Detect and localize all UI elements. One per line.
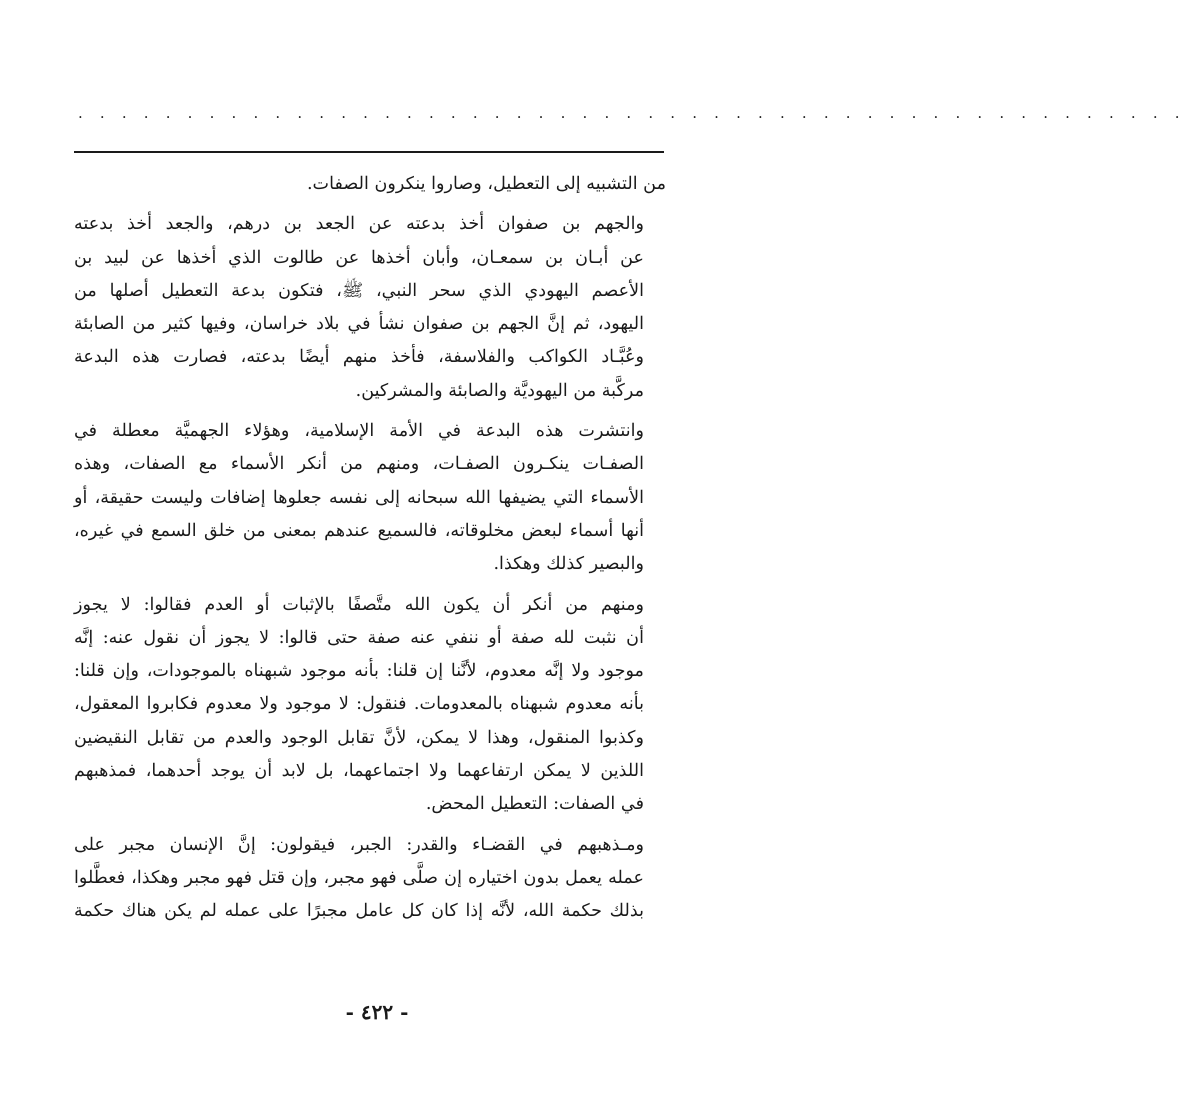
text-line: بذلك حكمة الله، لأنَّه إذا كان كل عامل مجبرًا على عمله لم يكن هناك حكمة (74, 901, 644, 922)
page-number: - ٤٢٢ - (345, 1000, 409, 1024)
text-line: ومنهم من أنكر أن يكون الله متَّصفًا بالإثبات أو العدم فقالوا: لا يجوز (74, 594, 644, 615)
text-line: مركَّبة من اليهوديَّة والصابئة والمشركين. (355, 380, 644, 401)
text-line: بأنه معدوم شبهناه بالمعدومات. فنقول: لا موجود ولا معدوم فكابروا المعقول، (74, 694, 644, 715)
text-line: عمله يعمل بدون اختياره إن صلَّى فهو مجبر، وإن قتل فهو مجبر وهكذا، فعطَّلوا (74, 867, 644, 888)
text-line: أن نثبت لله صفة أو ننفي عنه صفة حتى قالوا: لا يجوز أن نقول عنه: إنَّه (74, 627, 644, 648)
text-line: ومـذهبهم في القضـاء والقدر: الجبر، فيقولون: إنَّ الإنسان مجبر على (74, 834, 644, 855)
text-line: الصفـات ينكـرون الصفـات، ومنهم من أنكر الأسماء مع الصفات، وهذه (74, 454, 644, 475)
text-line: في الصفات: التعطيل المحض. (425, 794, 644, 815)
text-line: اليهود، ثم إنَّ الجهم بن صفوان نشأ في بلاد خراسان، وفيها كثير من الصابئة (74, 314, 644, 335)
text-line: وكذبوا المنقول، وهذا لا يمكن، لأنَّ تقابل الوجود والعدم من تقابل النقيضين (74, 727, 644, 748)
text-line: الأسماء التي يضيفها الله سبحانه إلى نفسه جعلوها إضافات وليست حقيقة، أو (74, 487, 644, 508)
text-line: موجود ولا إنَّه معدوم، لأنَّنا إن قلنا: بأنه موجود شبهناه بالموجودات، وإن قلنا: (74, 661, 644, 682)
text-line: من التشبيه إلى التعطيل، وصاروا ينكرون الصفات. (306, 174, 666, 194)
paragraph-5 (74, 829, 666, 929)
paragraph-1 (74, 168, 666, 201)
text-line: والبصير كذلك وهكذا. (493, 554, 644, 575)
header-rule (74, 151, 664, 153)
text-line: والجهم بن صفوان أخذ بدعته عن الجعد بن درهم، والجعد أخذ بدعته (74, 214, 644, 235)
text-line: وانتشرت هذه البدعة في الأمة الإسلامية، وهؤلاء الجهميَّة معطلة في (74, 421, 644, 442)
text-line: أنها أسماء لبعض مخلوقاته، فالسميع عندهم بمعنى من خلق السمع في غيره، (74, 520, 644, 541)
text-line: الأعصم اليهودي الذي سحر النبي، ﷺ، فتكون بدعة التعطيل أصلها من (74, 280, 644, 301)
header-dotted-line: . . . . . . . . . . . . . . . . . . . . . . . . . . . . . . . . . . . . . . . . . . . . . . . . . . . (78, 104, 1186, 122)
body-text (74, 168, 666, 936)
paragraph-3 (74, 415, 666, 581)
paragraph-4 (74, 589, 666, 822)
paragraph-2 (74, 208, 666, 408)
text-line: عن أبـان بن سمعـان، وأبان أخذها عن طالوت الذي أخذها عن لبيد بن (74, 247, 644, 268)
text-line: وعُبَّـاد الكواكب والفلاسفة، فأخذ منهم أيضًا بدعته، فصارت هذه البدعة (74, 347, 644, 368)
text-line: اللذين لا يمكن ارتفاعهما ولا اجتماعهما، بل لابد أن يوجد أحدهما، فمذهبهم (74, 761, 644, 782)
